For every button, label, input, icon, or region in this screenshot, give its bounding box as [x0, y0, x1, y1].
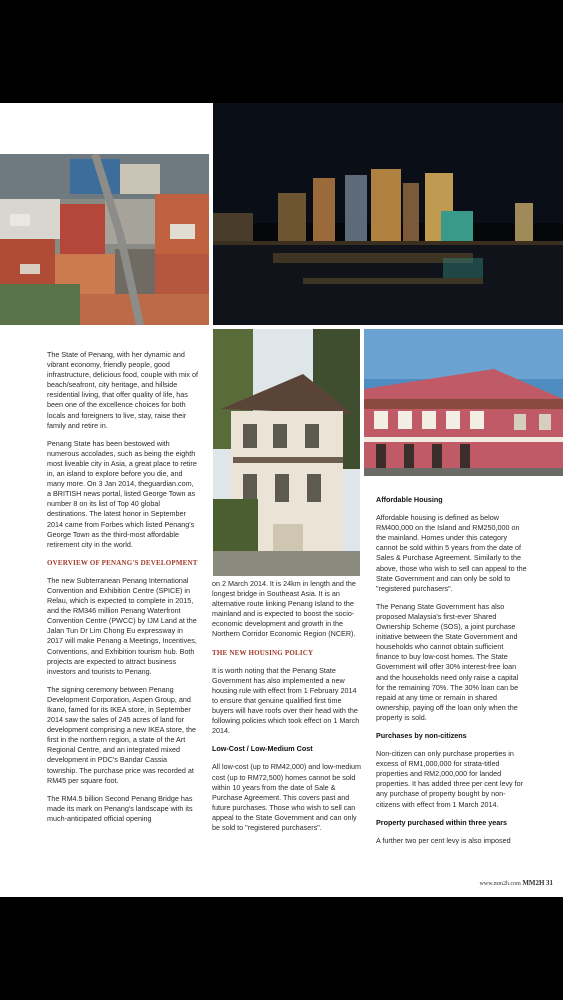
night-skyline-photo — [213, 103, 563, 325]
text-column-2 — [212, 579, 362, 841]
housing-rule-paragraph: It is worth noting that the Penang State Government has also implemented a new housing rule with effect from 1 February 2014 to ensure that genuine qualified first time buyers will have roofs over their head with the following policies which took effect on 1 March 2014. — [212, 665, 360, 736]
accolades-paragraph: Penang State has been bestowed with numerous accolades, such as being the eighth most liveable city in Asia, a great place to retire in, an island to explore before you die, and many more. On 3 Jan 2014, theguardian.com, a BRITISH news portal, listed George Town as number 8 on its list of Top 40 global destinations. The latest honor in September 2014 came from Forbes which listed Penang's George Town as the third-most affordable retirement city in the world. — [47, 438, 197, 549]
page-number: 31 — [546, 879, 553, 887]
subheading-low-cost: Low-Cost / Low-Medium Cost — [212, 744, 313, 754]
shophouse-photo — [364, 329, 563, 476]
subheading-non-citizens: Purchases by non-citizens — [376, 730, 467, 740]
magazine-page — [0, 103, 563, 897]
intro-paragraph: The State of Penang, with her dynamic and vibrant economy, friendly people, good infrastructure, delicious food, couple with mix of beach/seafront, city heritage, and hillside residential living, that offer quality of life, has been one of the excellence choices for both locals and foreigners to live, stay, raise their family and retire in. — [47, 350, 199, 430]
non-citizen-paragraph: Non-citizen can only purchase properties in excess of RM1,000,000 for strata-titled properties and RM2,000,000 for landed properties. It has added three per cent levy for any purchase of property bought by non-citizens with effect from 1 March 2014. — [376, 749, 524, 809]
levy-paragraph: A further two per cent levy is also imposed — [376, 835, 511, 845]
section-heading-overview: OVERVIEW OF PENANG'S DEVELOPMENT — [47, 558, 198, 567]
footer-site: www.mm2h.com — [479, 881, 521, 887]
ikea-paragraph: The signing ceremony between Penang Development Corporation, Aspen Group, and Ikano, famed for its IKEA store, in September 2014 saw the sales of 245 acres of land for development comprising a new IKEA store, the first in the northern region, a state of the Art Regional Centre, and an integrated mixed development in PDC's Bandar Cassia township. The purchase price was recorded at RM45 per square foot. — [47, 684, 197, 785]
colonial-house-photo — [213, 329, 360, 576]
text-column-1 — [47, 350, 199, 832]
footer-mag: MM2H — [522, 879, 545, 887]
low-cost-paragraph: All low-cost (up to RM42,000) and low-medium cost (up to RM72,500) homes cannot be sold within 10 years from the date of Sale & Purchase Agreement. This covers past and future purchases. Those who wish to sell can appeal to the State Government and can only be sold to "registered purchasers". — [212, 762, 362, 832]
bridge-paragraph: The RM4.5 billion Second Penang Bridge has made its mark on Penang's landscape with its much-anticipated official opening — [47, 793, 193, 823]
affordable-paragraph: Affordable housing is defined as below RM400,000 on the Island and RM250,000 on the mainland. Homes under this category cannot be sold within 5 years from the date of Sales & Purchase Agreement. Similarly to the above, those who wish to sell can appeal to the State Government and can only be sold to "registered purchasers". — [376, 513, 527, 593]
bridge-continued-paragraph: on 2 March 2014. It is 24km in length and the longest bridge in Southeast Asia. It is an alternative route linking Penang Island to the mainland and is expected to boost the socio-economic development and growth in the Northern Corridor Economic Region (NCER). — [212, 579, 356, 639]
subheading-three-years: Property purchased within three years — [376, 817, 508, 827]
aerial-city-photo — [0, 154, 209, 325]
subheading-affordable-housing: Affordable Housing — [376, 495, 443, 504]
section-heading-housing-policy: THE NEW HOUSING POLICY — [212, 648, 314, 657]
shared-ownership-paragraph: The Penang State Government has also proposed Malaysia's first-ever Shared Ownership Scheme (SOS), a joint purchase initiative between the State Government and households who cannot obtain sufficient finance to buy low-cost homes. The State Government will offer 30% interest-free loan and the households need only raise a capital for the remaining 70%. The 30% loan can be repaid at any time or remain in shared ownership, paying off the loan only when the property is sold. — [376, 601, 519, 722]
spice-paragraph: The new Subterranean Penang International Convention and Exhibition Centre (SPICE) in Relau, which is expected to complete in 2015, and the RM346 million Penang Waterfront Convention Centre (PWCC) by IJM Land at the Jalan Tun Dr Lim Chong Eu expressway in 2017 will make Penang a Meetings, Incentives, Conventions, and Exhibition tourism hub. Both projects are expected to attract business investors and tourists to Penang. — [47, 575, 197, 676]
page-footer — [480, 879, 553, 887]
text-column-3 — [376, 495, 528, 854]
